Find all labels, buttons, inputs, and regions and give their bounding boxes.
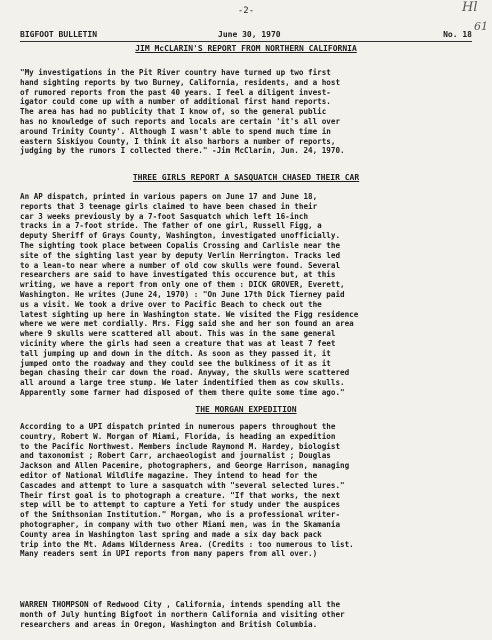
bulletin-issue: No. 18 [443, 30, 472, 39]
paragraph-morgan: According to a UPI dispatch printed in numerous papers throughout the country, Robert W. Morgan of Miami, Florida, is heading an expedition to the Pacific Northwest. Members include Raymond M. Hardey, biologist and taxonomist ; Robert Carr, archaeologist and journalist ; Douglas Jackson and Allen Pacemire, photographers, and George Harrison, managing editor of National Wildlife magazine. They intend to head for the Cascades and attempt to lure a sasquatch with "several selected lures." Their first goal is to photograph a creature. "If that works, the next step will be to attempt to capture a Yeti for study under the auspices of the Smithsonian Institution." Morgan, who is a professional writer- photographer, in company with two other Miami men, was in the Skamania County area in Washington last spring and made a six day back pack trip into the Mt. Adams Wilderness Area. (Credits : too numerous to list. Many readers sent in UPI reports from many papers from all over.) [20, 422, 354, 559]
handwritten-mark: Hl [462, 0, 478, 15]
bulletin-name: BIGFOOT BULLETIN [20, 30, 98, 39]
bulletin-date: June 30, 1970 [218, 30, 281, 39]
paragraph-three-girls: An AP dispatch, printed in various papers on June 17 and June 18, reports that 3 teenage girls claimed to have been chased in their car 3 weeks previously by a 7-foot Sasquatch which left 16-inch tracks in a 7-foot stride. The father of one girl, Russell Figg, a deputy Sheriff of Grays County, Washington, investigated unofficially. The sighting took place between Copalis Crossing and Carlisle near the site of the sighting last year by deputy Verlin Herrington. Tracks led to a lean-to near where a number of old cow skulls were found. Several researchers are said to have investigated this occurence but, at this writing, we have a report from only one of them : DICK GROVER, Everett, Washington. He writes (June 24, 1970) : "On June 17th Dick Tierney paid us a visit. We took a drive over to Pacific Beach to check out the latest sighting up here in Washington state. We visited the Figg residence where we were met cordially. Mrs. Figg said she and her son found an area where 9 skulls were scattered all about. This was in the same general vicinity where the girls had seen a creature that was at least 7 feet tall jumping up and down in the ditch. As soon as they passed it, it jumped onto the roadway and they could see the bulkiness of it as it began chasing their car down the road. Anyway, the skulls were scattered all around a large tree stump. We later indentified them as cow skulls. Apparently some farmer had disposed of them there quite some time ago." [20, 192, 359, 397]
section-title-mcclarin: JIM McCLARIN'S REPORT FROM NORTHERN CALIFORNIA [135, 44, 357, 53]
handwritten-page-number: 61 [474, 20, 488, 33]
section-title-three-girls: THREE GIRLS REPORT A SASQUATCH CHASED THEIR CAR [132, 173, 360, 182]
section-title-morgan: THE MORGAN EXPEDITION [195, 405, 297, 414]
paragraph-mcclarin: "My investigations in the Pit River country have turned up two first hand sighting reports by two Burney, California, residents, and a host of rumored reports from the past 40 years. I feel a diligent invest- igator could come up with a number of additional first hand reports. The area has had no publicity that I know of, so the general public has no knowledge of such reports and locals are certain 'it's all over around Trinity County'. Although I wasn't able to spend much time in eastern Siskiyou County, I think it also harbors a number of reports, judging by the rumors I collected there." -Jim McClarin, Jun. 24, 1970. [20, 68, 345, 156]
paragraph-thompson: WARREN THOMPSON of Redwood City , California, intends spending all the month of July hunting Bigfoot in northern California and visiting other researchers and areas in Oregon, Washington and British Columbia. [20, 600, 345, 629]
header-rule [20, 41, 472, 42]
page-number: -2- [237, 6, 255, 16]
